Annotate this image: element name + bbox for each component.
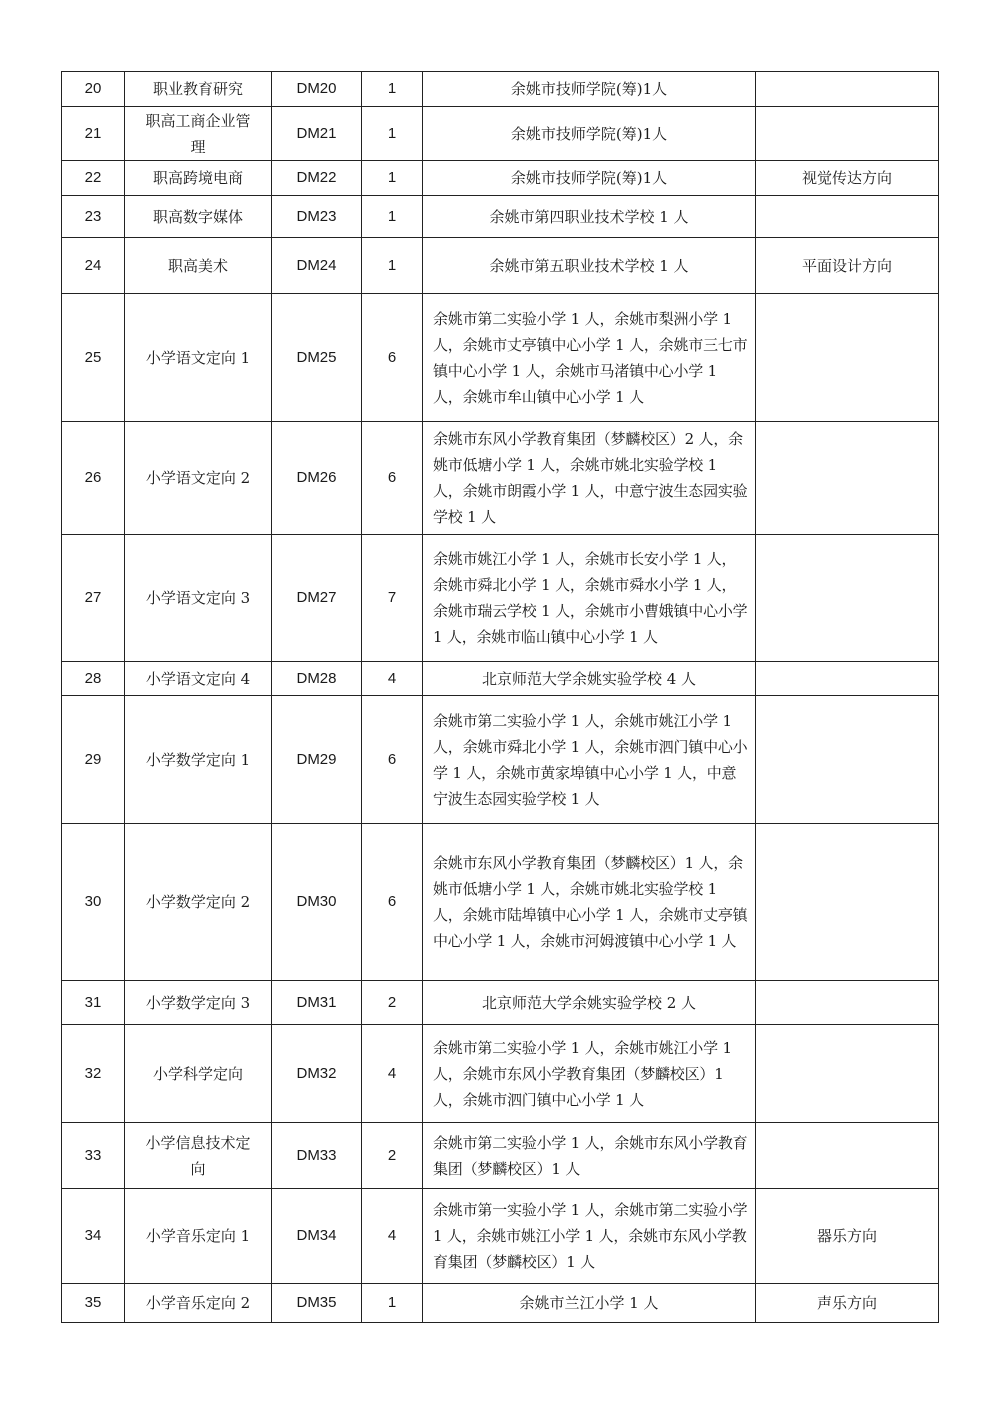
note-cell <box>756 1025 939 1123</box>
note-cell <box>756 422 939 535</box>
row-number: 29 <box>62 696 125 824</box>
note-cell <box>756 196 939 238</box>
table-row <box>62 107 939 161</box>
note-cell <box>756 1123 939 1189</box>
note-cell <box>756 535 939 662</box>
count-cell: 2 <box>362 981 423 1025</box>
count-cell: 4 <box>362 1025 423 1123</box>
count-cell: 1 <box>362 107 423 161</box>
table-row <box>62 72 939 107</box>
schools-cell: 余姚市技师学院(筹)1人 <box>423 161 756 196</box>
count-cell: 6 <box>362 294 423 422</box>
code-cell: DM34 <box>272 1189 362 1284</box>
row-number: 23 <box>62 196 125 238</box>
row-number: 24 <box>62 238 125 294</box>
subject-cell: 小学科学定向 <box>125 1025 272 1123</box>
schools-cell: 余姚市第五职业技术学校 1 人 <box>423 238 756 294</box>
row-number: 34 <box>62 1189 125 1284</box>
schools-cell: 余姚市姚江小学 1 人，余姚市长安小学 1 人，余姚市舜北小学 1 人，余姚市舜水小学 1 人，余姚市瑞云学校 1 人，余姚市小曹娥镇中心小学 1 人，余姚市临山镇中心小学 1 人 <box>423 535 756 662</box>
row-number: 35 <box>62 1284 125 1323</box>
code-cell: DM32 <box>272 1025 362 1123</box>
subject-cell: 小学语文定向 1 <box>125 294 272 422</box>
row-number: 22 <box>62 161 125 196</box>
table-row <box>62 196 939 238</box>
note-cell: 声乐方向 <box>756 1284 939 1323</box>
code-cell: DM33 <box>272 1123 362 1189</box>
note-cell <box>756 294 939 422</box>
table-row <box>62 1189 939 1284</box>
note-cell <box>756 72 939 107</box>
note-cell <box>756 662 939 696</box>
subject-cell: 小学语文定向 3 <box>125 535 272 662</box>
row-number: 26 <box>62 422 125 535</box>
schools-cell: 余姚市第二实验小学 1 人，余姚市东风小学教育集团（梦麟校区）1 人 <box>423 1123 756 1189</box>
table-row <box>62 161 939 196</box>
subject-cell: 小学数学定向 2 <box>125 824 272 981</box>
row-number: 32 <box>62 1025 125 1123</box>
subject-cell: 小学语文定向 4 <box>125 662 272 696</box>
code-cell: DM27 <box>272 535 362 662</box>
code-cell: DM25 <box>272 294 362 422</box>
code-cell: DM31 <box>272 981 362 1025</box>
schools-cell: 余姚市第二实验小学 1 人，余姚市姚江小学 1 人，余姚市东风小学教育集团（梦麟校区）1 人，余姚市泗门镇中心小学 1 人 <box>423 1025 756 1123</box>
table-row <box>62 1025 939 1123</box>
subject-cell: 职高跨境电商 <box>125 161 272 196</box>
count-cell: 6 <box>362 696 423 824</box>
count-cell: 1 <box>362 161 423 196</box>
row-number: 21 <box>62 107 125 161</box>
table-row <box>62 1284 939 1323</box>
subject-cell: 职高工商企业管理 <box>125 107 272 161</box>
row-number: 27 <box>62 535 125 662</box>
note-cell: 视觉传达方向 <box>756 161 939 196</box>
note-cell <box>756 696 939 824</box>
subject-cell: 小学数学定向 1 <box>125 696 272 824</box>
table-row <box>62 824 939 981</box>
row-number: 20 <box>62 72 125 107</box>
schools-cell: 余姚市兰江小学 1 人 <box>423 1284 756 1323</box>
count-cell: 1 <box>362 196 423 238</box>
count-cell: 7 <box>362 535 423 662</box>
note-cell <box>756 824 939 981</box>
row-number: 30 <box>62 824 125 981</box>
count-cell: 2 <box>362 1123 423 1189</box>
code-cell: DM26 <box>272 422 362 535</box>
table-row <box>62 535 939 662</box>
count-cell: 4 <box>362 1189 423 1284</box>
code-cell: DM22 <box>272 161 362 196</box>
row-number: 31 <box>62 981 125 1025</box>
note-cell <box>756 107 939 161</box>
subject-cell: 职高数字媒体 <box>125 196 272 238</box>
schools-cell: 余姚市第四职业技术学校 1 人 <box>423 196 756 238</box>
code-cell: DM28 <box>272 662 362 696</box>
count-cell: 1 <box>362 72 423 107</box>
code-cell: DM29 <box>272 696 362 824</box>
subject-cell: 职业教育研究 <box>125 72 272 107</box>
table-row <box>62 981 939 1025</box>
schools-cell: 余姚市技师学院(筹)1人 <box>423 72 756 107</box>
count-cell: 1 <box>362 1284 423 1323</box>
count-cell: 6 <box>362 824 423 981</box>
schools-cell: 余姚市东风小学教育集团（梦麟校区）1 人，余姚市低塘小学 1 人，余姚市姚北实验学校 1 人，余姚市陆埠镇中心小学 1 人，余姚市丈亭镇中心小学 1 人，余姚市河姆渡镇中心小学 1 人 <box>423 824 756 981</box>
code-cell: DM24 <box>272 238 362 294</box>
schools-cell: 余姚市第一实验小学 1 人，余姚市第二实验小学 1 人，余姚市姚江小学 1 人，余姚市东风小学教育集团（梦麟校区）1 人 <box>423 1189 756 1284</box>
row-number: 28 <box>62 662 125 696</box>
schools-cell: 余姚市第二实验小学 1 人，余姚市姚江小学 1 人，余姚市舜北小学 1 人，余姚市泗门镇中心小学 1 人，余姚市黄家埠镇中心小学 1 人，中意宁波生态园实验学校 1 人 <box>423 696 756 824</box>
schools-cell: 余姚市东风小学教育集团（梦麟校区）2 人，余姚市低塘小学 1 人，余姚市姚北实验学校 1 人，余姚市朗霞小学 1 人，中意宁波生态园实验学校 1 人 <box>423 422 756 535</box>
count-cell: 1 <box>362 238 423 294</box>
table-row <box>62 696 939 824</box>
subject-cell: 职高美术 <box>125 238 272 294</box>
table-row <box>62 662 939 696</box>
code-cell: DM30 <box>272 824 362 981</box>
subject-cell: 小学音乐定向 2 <box>125 1284 272 1323</box>
schools-cell: 余姚市技师学院(筹)1人 <box>423 107 756 161</box>
quota-table <box>61 71 939 1323</box>
subject-cell: 小学数学定向 3 <box>125 981 272 1025</box>
row-number: 25 <box>62 294 125 422</box>
table-row <box>62 1123 939 1189</box>
code-cell: DM20 <box>272 72 362 107</box>
note-cell <box>756 981 939 1025</box>
note-cell: 平面设计方向 <box>756 238 939 294</box>
count-cell: 4 <box>362 662 423 696</box>
note-cell: 器乐方向 <box>756 1189 939 1284</box>
table-row <box>62 422 939 535</box>
schools-cell: 北京师范大学余姚实验学校 4 人 <box>423 662 756 696</box>
table-row <box>62 238 939 294</box>
table-row <box>62 294 939 422</box>
count-cell: 6 <box>362 422 423 535</box>
row-number: 33 <box>62 1123 125 1189</box>
schools-cell: 余姚市第二实验小学 1 人，余姚市梨洲小学 1 人，余姚市丈亭镇中心小学 1 人，余姚市三七市镇中心小学 1 人，余姚市马渚镇中心小学 1 人，余姚市牟山镇中心小学 1 人 <box>423 294 756 422</box>
schools-cell: 北京师范大学余姚实验学校 2 人 <box>423 981 756 1025</box>
code-cell: DM35 <box>272 1284 362 1323</box>
subject-cell: 小学语文定向 2 <box>125 422 272 535</box>
code-cell: DM23 <box>272 196 362 238</box>
code-cell: DM21 <box>272 107 362 161</box>
subject-cell: 小学信息技术定向 <box>125 1123 272 1189</box>
subject-cell: 小学音乐定向 1 <box>125 1189 272 1284</box>
